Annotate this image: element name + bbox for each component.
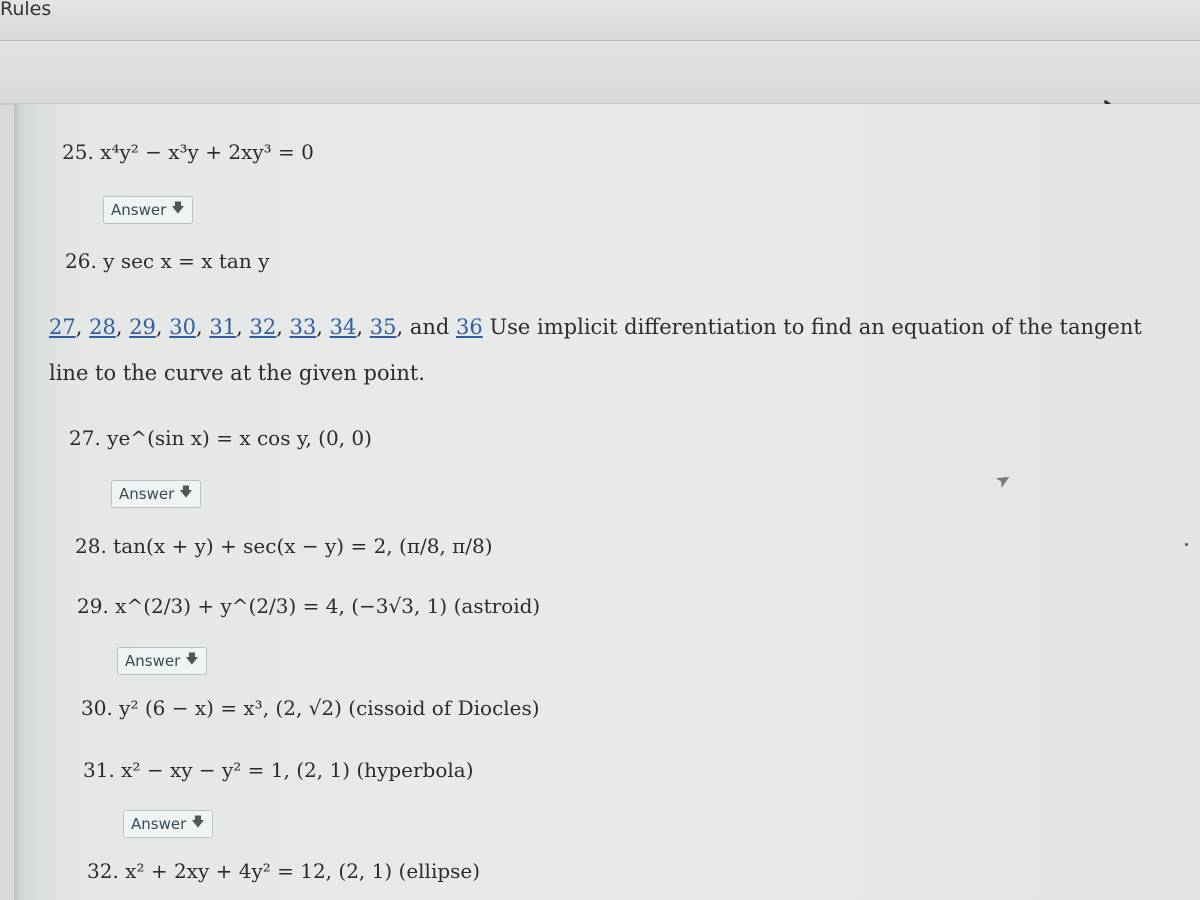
exercise-link-35[interactable]: 35 [369, 315, 397, 339]
cursor-icon: ➤ [991, 467, 1016, 494]
exercise-link-28[interactable]: 28 [89, 315, 116, 339]
exercise-link-36[interactable]: 36 [456, 315, 483, 339]
problem-25: 25. x⁴y² − x³y + 2xy³ = 0 [62, 140, 314, 164]
answer-button-31[interactable]: Answer 🡇 [123, 810, 213, 838]
instruction-text: 27, 28, 29, 30, 31, 32, 33, 34, 35, and 36 Use implicit differentiation to find an equation of the tangent line to the curve at the given point. [49, 315, 1142, 385]
page-dot [1185, 543, 1188, 546]
problem-27: 27. ye^(sin x) = x cos y, (0, 0) [69, 426, 372, 450]
answer-button-29[interactable]: Answer 🡇 [117, 647, 207, 675]
exercise-link-30[interactable]: 30 [169, 315, 197, 339]
problem-31: 31. x² − xy − y² = 1, (2, 1) (hyperbola) [83, 758, 474, 782]
problem-32: 32. x² + 2xy + 4y² = 12, (2, 1) (ellipse) [87, 859, 481, 883]
answer-arrow-icon: 🡇 [179, 485, 193, 500]
problem-28: 28. tan(x + y) + sec(x − y) = 2, (π/8, π/8) [75, 534, 493, 558]
answer-button-25[interactable]: Answer 🡇 [103, 196, 193, 224]
answer-arrow-icon: 🡇 [191, 815, 205, 830]
answer-arrow-icon: 🡇 [185, 652, 199, 667]
top-bar [0, 0, 1200, 41]
answer-button-27[interactable]: Answer 🡇 [111, 480, 201, 508]
exercise-link-29[interactable]: 29 [129, 315, 156, 339]
exercise-link-34[interactable]: 34 [329, 315, 357, 339]
exercise-link-31[interactable]: 31 [209, 315, 237, 339]
exercise-link-32[interactable]: 32 [249, 315, 277, 339]
exercise-link-27[interactable]: 27 [49, 315, 76, 339]
toolbar [0, 41, 1200, 105]
textbook-content [14, 104, 1200, 900]
exercise-link-33[interactable]: 33 [289, 315, 317, 339]
answer-arrow-icon: 🡇 [171, 201, 185, 216]
page-title: Rules [0, 0, 52, 20]
problem-26: 26. y sec x = x tan y [65, 249, 270, 273]
problem-30: 30. y² (6 − x) = x³, (2, √2) (cissoid of Diocles) [81, 696, 540, 720]
problem-29: 29. x^(2/3) + y^(2/3) = 4, (−3√3, 1) (astroid) [77, 594, 541, 618]
